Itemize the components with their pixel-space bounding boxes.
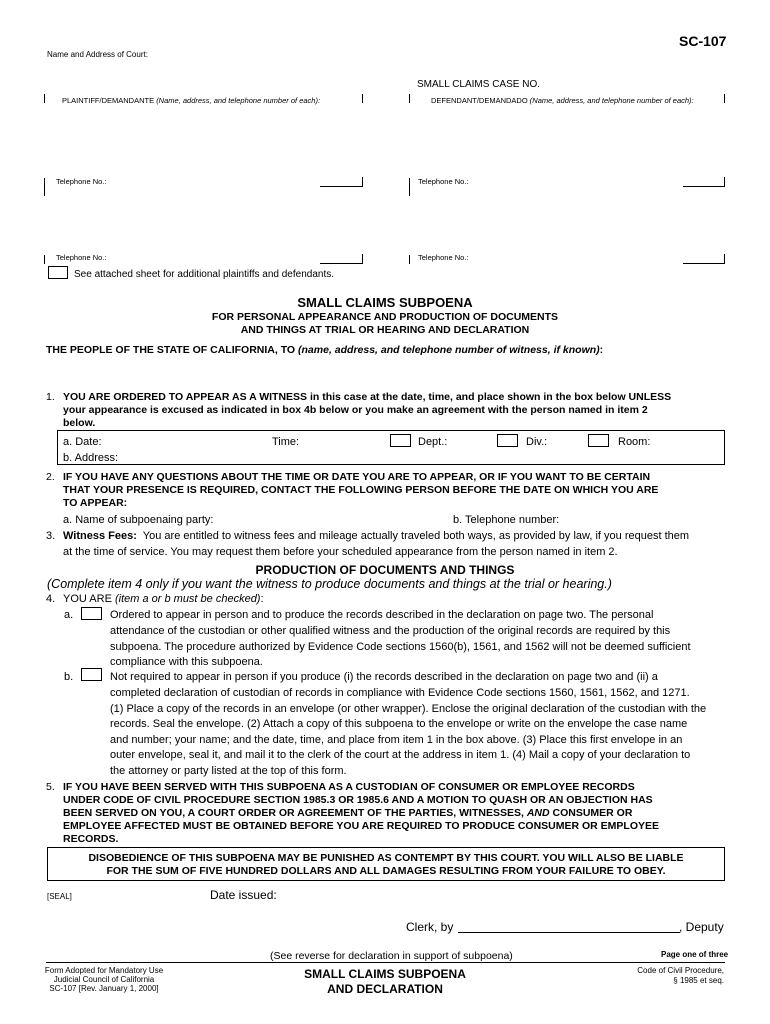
warning-line-2: FOR THE SUM OF FIVE HUNDRED DOLLARS AND ALL DAMAGES RESULTING FROM YOUR FAILURE TO OBEY. bbox=[106, 865, 666, 877]
item-5-line-4: EMPLOYEE AFFECTED MUST BE OBTAINED BEFORE YOU ARE REQUIRED TO PRODUCE CONSUMER OR EMPLOYEE bbox=[63, 820, 660, 832]
date-label: a. Date: bbox=[63, 436, 102, 448]
item-4b-line-6: outer envelope, seal it, and mail it to the clerk of the court at the address in item 1. (4) Mail a copy of your declaration to bbox=[110, 749, 691, 761]
dept-label: Dept.: bbox=[418, 436, 448, 448]
item-1-line-2: your appearance is excused as indicated in box 4b below or you make an agreement with the person named in item 2 bbox=[63, 404, 648, 416]
code-citation: Code of Civil Procedure, § 1985 et seq. bbox=[637, 966, 724, 985]
item-5-line-2: UNDER CODE OF CIVIL PROCEDURE SECTION 1985.3 OR 1985.6 AND A MOTION TO QUASH OR AN OBJECTION HAS bbox=[63, 794, 653, 806]
item-4b-line-7: the attorney or party listed at the top of this form. bbox=[110, 765, 347, 777]
defendant-label: DEFENDANT/DEMANDADO (Name, address, and telephone number of each): bbox=[431, 96, 694, 105]
item-4a-line-2: attendance of the custodian or other qualified witness and the production of the original records are required by this bbox=[110, 625, 671, 637]
footer-divider bbox=[46, 962, 725, 963]
item-4-intro: YOU ARE (item a or b must be checked): bbox=[63, 593, 264, 605]
item-1-number: 1. bbox=[46, 391, 55, 403]
defendant-telephone-1: Telephone No.: bbox=[418, 177, 469, 186]
production-note: (Complete item 4 only if you want the witness to produce documents and things at the trial or hearing.) bbox=[47, 577, 612, 591]
production-heading: PRODUCTION OF DOCUMENTS AND THINGS bbox=[255, 563, 515, 577]
footer-title-1: SMALL CLAIMS SUBPOENA bbox=[304, 967, 466, 981]
case-number-label: SMALL CLAIMS CASE NO. bbox=[417, 79, 540, 90]
item-4a-line-3: subpoena. The procedure authorized by Evidence Code sections 1560(b), 1561, and 1562 will not be deemed sufficient bbox=[110, 641, 691, 653]
item-4b-line-5: and number; your name; and the date, time, and place from item 1 in the box above. (3) Place this first envelope in an bbox=[110, 734, 683, 746]
form-adopted-note: Form Adopted for Mandatory Use Judicial Council of California SC-107 [Rev. January 1, 2000] bbox=[44, 966, 164, 993]
court-name-label: Name and Address of Court: bbox=[47, 50, 148, 59]
item-4-number: 4. bbox=[46, 593, 56, 605]
form-subtitle-1: FOR PERSONAL APPEARANCE AND PRODUCTION OF DOCUMENTS bbox=[211, 311, 559, 323]
footer-title-2: AND DECLARATION bbox=[327, 982, 443, 996]
room-checkbox[interactable] bbox=[588, 434, 609, 447]
clerk-by-label: Clerk, by bbox=[406, 920, 454, 934]
item-4b-line-2: completed declaration of custodian of records in compliance with Evidence Code sections 1560, 1561, 1562, and 1271. bbox=[110, 687, 690, 699]
room-label: Room: bbox=[618, 436, 651, 448]
date-issued-label: Date issued: bbox=[210, 888, 277, 902]
item-4a-letter: a. bbox=[64, 609, 74, 621]
item-4a-checkbox[interactable] bbox=[81, 607, 102, 620]
div-checkbox[interactable] bbox=[497, 434, 518, 447]
address-label: b. Address: bbox=[63, 452, 119, 464]
item-2-line-3: TO APPEAR: bbox=[63, 497, 128, 509]
item-5-number: 5. bbox=[46, 781, 55, 793]
clerk-signature-line[interactable] bbox=[458, 932, 680, 933]
item-5-line-3: BEEN SERVED ON YOU, A COURT ORDER OR AGREEMENT OF THE PARTIES, WITNESSES, AND CONSUMER OR bbox=[63, 807, 633, 819]
item-2-line-1: IF YOU HAVE ANY QUESTIONS ABOUT THE TIME OR DATE YOU ARE TO APPEAR, OR IF YOU WANT TO BE CERTAIN bbox=[63, 471, 651, 483]
item-2-line-2: THAT YOUR PRESENCE IS REQUIRED, CONTACT THE FOLLOWING PERSON BEFORE THE DATE ON WHICH YOU ARE bbox=[63, 484, 659, 496]
plaintiff-label: PLAINTIFF/DEMANDANTE (Name, address, and telephone number of each): bbox=[62, 96, 321, 105]
item-4b-line-4: records. Seal the envelope. (2) Attach a copy of this subpoena to the envelope or write on the envelope the case name bbox=[110, 718, 688, 730]
form-title: SMALL CLAIMS SUBPOENA bbox=[297, 295, 473, 310]
item-4b-letter: b. bbox=[64, 671, 74, 683]
item-4b-line-3: (1) Place a copy of the records in an envelope (or other wrapper). Enclose the original declaration of the custodian with the bbox=[110, 703, 707, 715]
item-1-line-1: YOU ARE ORDERED TO APPEAR AS A WITNESS in this case at the date, time, and place shown in the box below UNLESS bbox=[63, 391, 672, 403]
div-label: Div.: bbox=[526, 436, 548, 448]
telephone-number-label: b. Telephone number: bbox=[453, 514, 560, 526]
people-of-california: THE PEOPLE OF THE STATE OF CALIFORNIA, TO (name, address, and telephone number of witness, if known): bbox=[46, 344, 604, 356]
item-5-line-5: RECORDS. bbox=[63, 833, 119, 845]
item-4a-line-4: compliance with this subpoena. bbox=[110, 656, 263, 668]
item-4b-line-1: Not required to appear in person if you produce (i) the records described in the declaration on page two and (ii) a bbox=[110, 671, 658, 683]
warning-line-1: DISOBEDIENCE OF THIS SUBPOENA MAY BE PUNISHED AS CONTEMPT BY THIS COURT. YOU WILL ALSO BE LIABLE bbox=[88, 852, 684, 864]
item-5-line-1: IF YOU HAVE BEEN SERVED WITH THIS SUBPOENA AS A CUSTODIAN OF CONSUMER OR EMPLOYEE RECORDS bbox=[63, 781, 635, 793]
attached-sheet-label: See attached sheet for additional plaintiffs and defendants. bbox=[74, 269, 335, 280]
time-label: Time: bbox=[272, 436, 300, 448]
see-reverse-note: (See reverse for declaration in support of subpoena) bbox=[270, 950, 513, 962]
item-1-line-3: below. bbox=[63, 417, 96, 429]
item-3-line-1: Witness Fees: You are entitled to witness fees and mileage actually traveled both ways, as provided by law, if you request them bbox=[63, 530, 690, 542]
plaintiff-telephone-1: Telephone No.: bbox=[56, 177, 107, 186]
form-number: SC-107 bbox=[679, 33, 727, 49]
item-2-number: 2. bbox=[46, 471, 55, 483]
page-number: Page one of three bbox=[661, 950, 729, 959]
item-4b-checkbox[interactable] bbox=[81, 668, 102, 681]
defendant-telephone-2: Telephone No.: bbox=[418, 253, 469, 262]
dept-checkbox[interactable] bbox=[390, 434, 411, 447]
item-3-number: 3. bbox=[46, 530, 56, 542]
attached-sheet-checkbox[interactable] bbox=[48, 266, 68, 279]
subpoenaing-party-label: a. Name of subpoenaing party: bbox=[63, 514, 214, 526]
seal-label: [SEAL] bbox=[47, 892, 72, 901]
deputy-label: , Deputy bbox=[679, 920, 724, 934]
item-4a-line-1: Ordered to appear in person and to produce the records described in the declaration on page two. The personal bbox=[110, 609, 654, 621]
plaintiff-telephone-2: Telephone No.: bbox=[56, 253, 107, 262]
item-3-line-2: at the time of service. You may request them before your scheduled appearance from the person named in item 2. bbox=[63, 546, 618, 558]
form-subtitle-2: AND THINGS AT TRIAL OR HEARING AND DECLARATION bbox=[240, 324, 530, 336]
